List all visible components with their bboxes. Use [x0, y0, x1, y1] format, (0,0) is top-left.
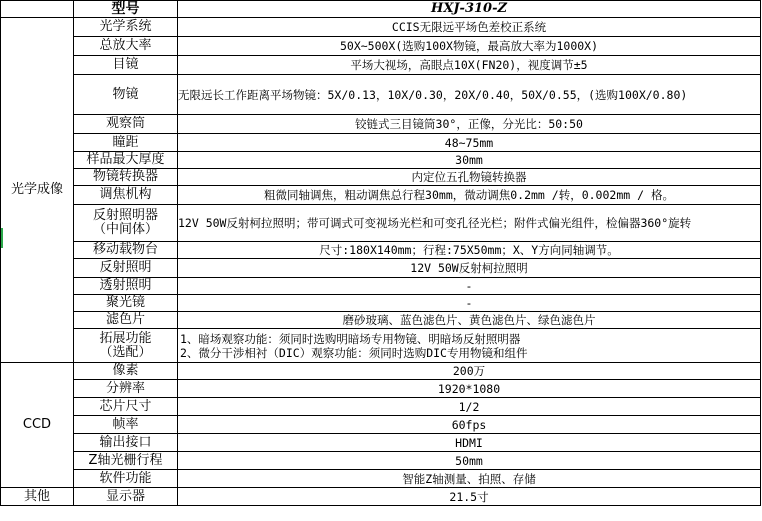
row-value: 1920*1080 [178, 380, 761, 398]
row-value: - [178, 278, 761, 295]
table-row [1, 295, 761, 312]
table-row [1, 452, 761, 470]
row-value: 21.5寸 [178, 488, 761, 506]
row-value: 内定位五孔物镜转换器 [178, 169, 761, 186]
row-label: 调焦机构 [74, 186, 178, 205]
model-value: HXJ-310-Z [178, 1, 761, 18]
row-label-line: （中间体） [92, 222, 158, 237]
row-value: 48~75mm [178, 134, 761, 152]
row-value: 磨砂玻璃、蓝色滤色片、黄色滤色片、绿色滤色片 [178, 312, 761, 329]
row-label: 瞳距 [74, 134, 178, 152]
category-other: 其他 [1, 488, 74, 506]
row-value: 粗微同轴调焦，粗动调焦总行程30mm，微动调焦0.2mm /转，0.002mm / 格。 [178, 186, 761, 205]
row-label [74, 205, 178, 242]
table-row [1, 56, 761, 75]
row-label: 样品最大厚度 [74, 152, 178, 169]
row-value [178, 329, 761, 363]
row-label: 像素 [74, 363, 178, 380]
row-label-line: 反射照明器 [92, 208, 158, 223]
category-optics: 光学成像 [1, 18, 74, 363]
row-label: 物镜转换器 [74, 169, 178, 186]
model-label: 型号 [74, 1, 178, 18]
table-row [1, 115, 761, 134]
header-blank [1, 1, 74, 18]
row-value: 尺寸:180X140mm；行程:75X50mm；X、Y方向同轴调节。 [178, 242, 761, 259]
table-row [1, 312, 761, 329]
row-label-line: （选配） [99, 344, 152, 360]
row-label [74, 329, 178, 363]
table-row [1, 398, 761, 416]
row-value: 智能Z轴测量、拍照、存储 [178, 470, 761, 488]
row-label: 帧率 [74, 416, 178, 434]
row-value: HDMI [178, 434, 761, 452]
table-row [1, 278, 761, 295]
row-label-line: 拓展功能 [99, 330, 152, 346]
table-row [1, 363, 761, 380]
table-row [1, 134, 761, 152]
table-row [1, 186, 761, 205]
row-label: 反射照明 [74, 259, 178, 278]
table-row [1, 259, 761, 278]
header-row [1, 1, 761, 18]
category-ccd: CCD [1, 363, 74, 488]
table-row [1, 242, 761, 259]
row-value: 12V 50W反射柯拉照明；带可调式可变视场光栏和可变孔径光栏；附件式偏光组件，检偏器360°旋转 [178, 205, 761, 242]
row-label: 芯片尺寸 [74, 398, 178, 416]
row-value: 1/2 [178, 398, 761, 416]
row-value: 50X~500X(选购100X物镜，最高放大率为1000X) [178, 37, 761, 56]
table-row [1, 488, 761, 506]
table-row [1, 434, 761, 452]
row-label: 软件功能 [74, 470, 178, 488]
row-label: 光学系统 [74, 18, 178, 37]
row-value: 平场大视场，高眼点10X(FN20)，视度调节±5 [178, 56, 761, 75]
row-label: 目镜 [74, 56, 178, 75]
table-row [1, 470, 761, 488]
row-label: 观察筒 [74, 115, 178, 134]
table-row [1, 37, 761, 56]
row-value: 50mm [178, 452, 761, 470]
row-value: 12V 50W反射柯拉照明 [178, 259, 761, 278]
table-row [1, 380, 761, 398]
row-label: 聚光镜 [74, 295, 178, 312]
row-label: 显示器 [74, 488, 178, 506]
row-label: Z轴光栅行程 [74, 452, 178, 470]
row-value-line: 1、暗场观察功能：须同时选购明暗场专用物镜、明暗场反射照明器 [180, 331, 521, 346]
table-row [1, 18, 761, 37]
row-value: 200万 [178, 363, 761, 380]
row-value: 30mm [178, 152, 761, 169]
row-value: - [178, 295, 761, 312]
row-label: 输出接口 [74, 434, 178, 452]
table-row [1, 75, 761, 115]
row-label: 分辨率 [74, 380, 178, 398]
row-value-line: 2、微分干涉相衬（DIC）观察功能：须同时选购DIC专用物镜和组件 [180, 345, 528, 360]
row-label: 移动载物台 [74, 242, 178, 259]
table-row [1, 416, 761, 434]
table-row [1, 152, 761, 169]
row-label: 透射照明 [74, 278, 178, 295]
row-label: 总放大率 [74, 37, 178, 56]
table-row [1, 169, 761, 186]
row-value: 无限远长工作距离平场物镜：5X/0.13，10X/0.30，20X/0.40，50X/0.55，(选购100X/0.80) [178, 75, 761, 115]
row-value: 60fps [178, 416, 761, 434]
table-row [1, 329, 761, 363]
row-label: 物镜 [74, 75, 178, 115]
table-row [1, 205, 761, 242]
row-value: 铰链式三目镜筒30°，正像，分光比：50:50 [178, 115, 761, 134]
row-label: 滤色片 [74, 312, 178, 329]
row-value: CCIS无限远平场色差校正系统 [178, 18, 761, 37]
